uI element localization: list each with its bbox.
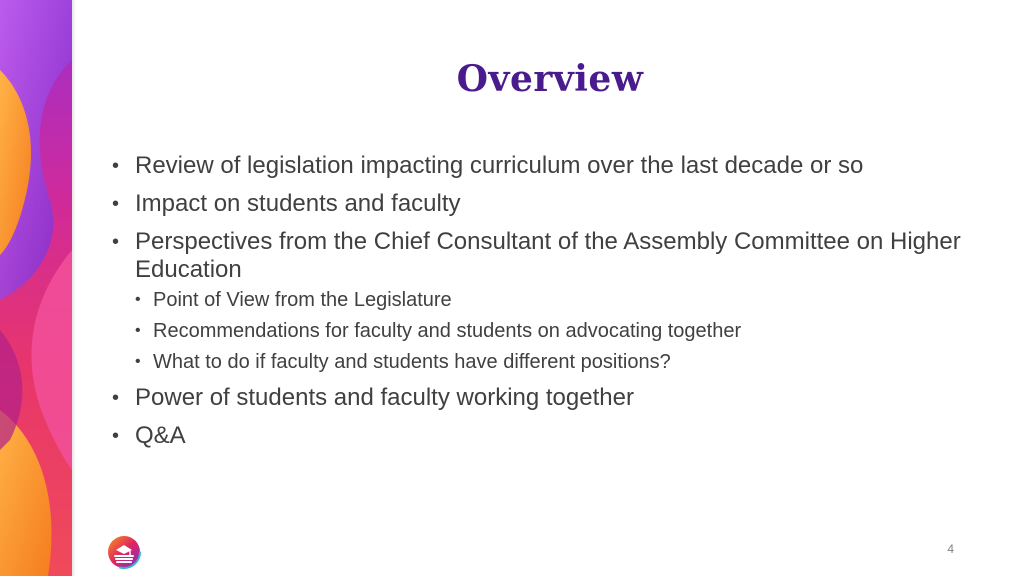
slide-title: Overview xyxy=(456,58,644,100)
list-item xyxy=(112,152,992,180)
sub-list-item xyxy=(135,350,992,374)
list-item xyxy=(112,228,992,374)
page-number: 4 xyxy=(947,542,954,556)
list-item-text: Q&A xyxy=(135,422,186,449)
list-item-text: Impact on students and faculty xyxy=(135,190,461,217)
bullet-marker: • xyxy=(112,193,120,215)
bullet-marker: • xyxy=(135,322,141,339)
sub-list-item xyxy=(135,319,992,343)
bullet-marker: • xyxy=(135,291,141,308)
sub-list-item-text: Recommendations for faculty and students on advocating together xyxy=(153,320,742,342)
sub-list-item xyxy=(135,288,992,312)
list-item xyxy=(112,422,992,450)
list-item-text: Power of students and faculty working together xyxy=(135,384,634,411)
list-item xyxy=(112,384,992,412)
sub-list-item-text: Point of View from the Legislature xyxy=(153,289,452,311)
list-item xyxy=(112,190,992,218)
sub-list-item-text: What to do if faculty and students have different positions? xyxy=(153,351,671,373)
bullet-marker: • xyxy=(112,387,120,409)
bullet-marker: • xyxy=(112,425,120,447)
list-item-text: Perspectives from the Chief Consultant of the Assembly Committee on Higher Education xyxy=(135,228,961,283)
decorative-side-art xyxy=(0,0,72,576)
bullet-marker: • xyxy=(135,353,141,370)
bullet-marker: • xyxy=(112,231,120,253)
bullet-list xyxy=(112,152,992,460)
bullet-marker: • xyxy=(112,155,120,177)
list-item-text: Review of legislation impacting curriculum over the last decade or so xyxy=(135,152,864,179)
graduation-books-logo-icon xyxy=(106,534,142,570)
sub-bullet-list xyxy=(135,288,992,374)
